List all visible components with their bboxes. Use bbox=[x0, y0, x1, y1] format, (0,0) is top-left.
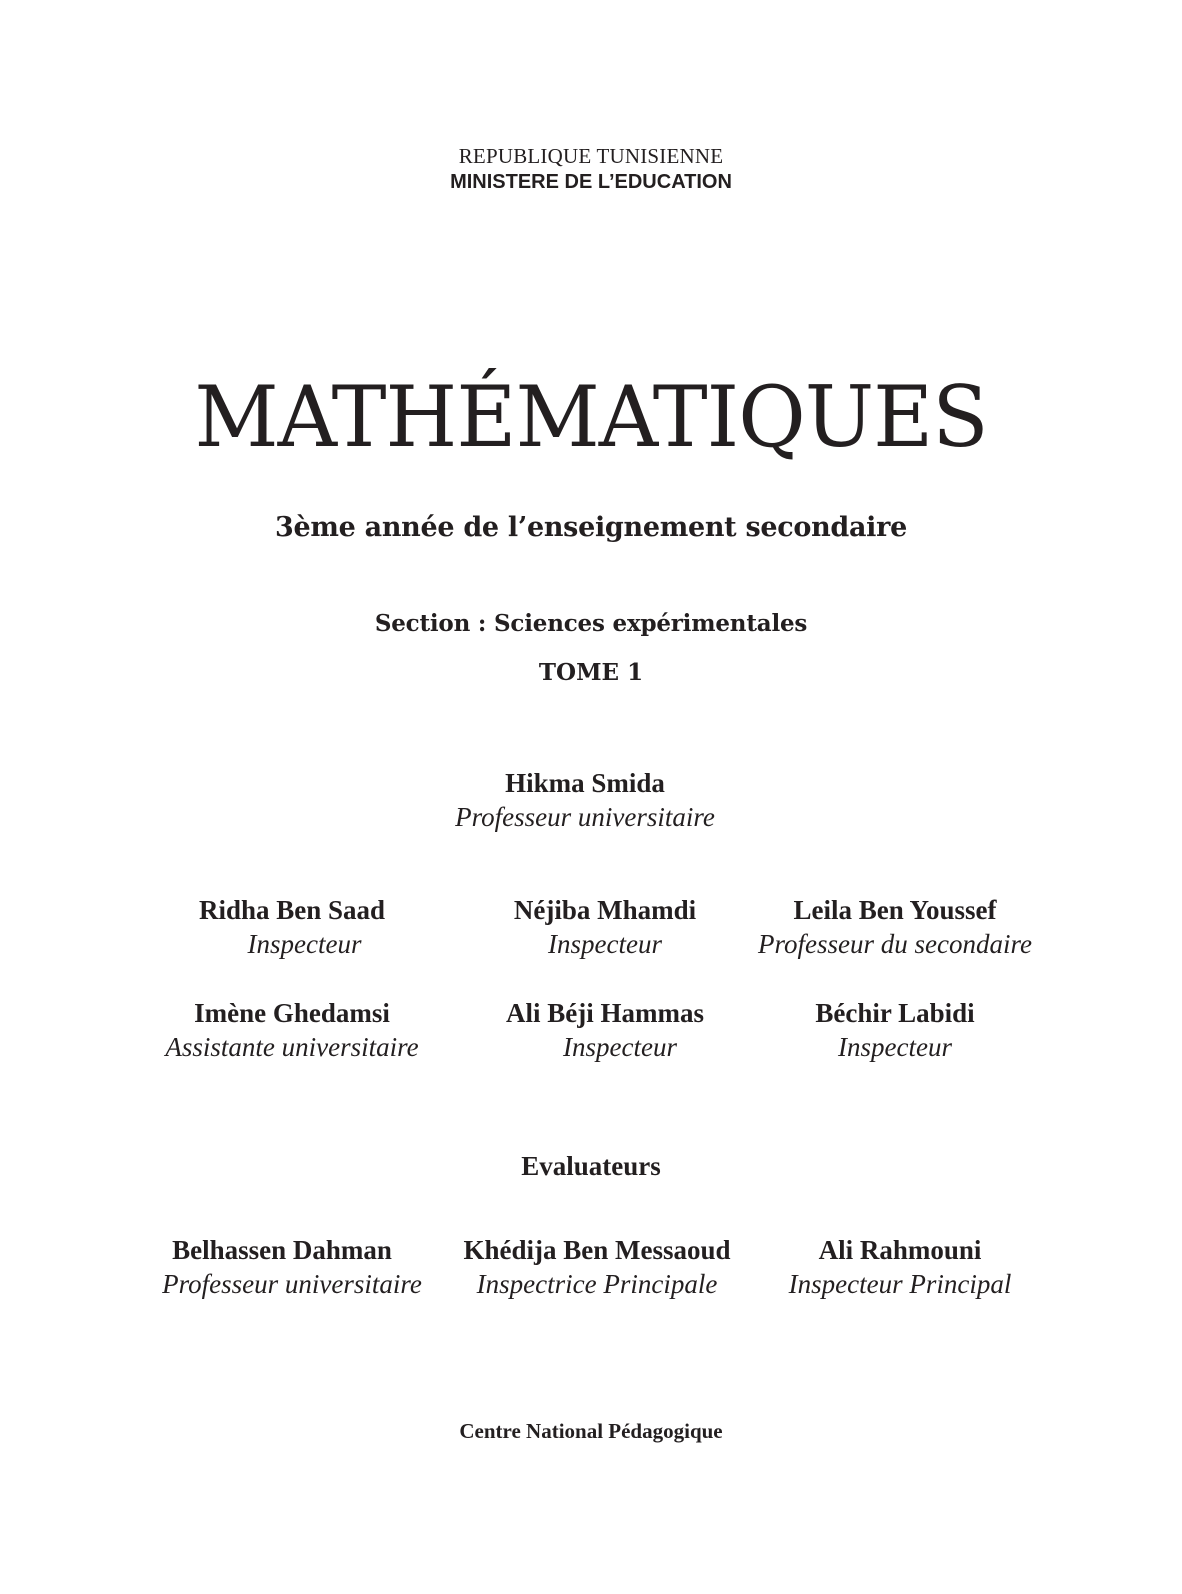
evaluator-name: Khédija Ben Messaoud bbox=[463, 1235, 731, 1265]
author-role: Professeur du secondaire bbox=[758, 929, 1032, 959]
publisher-label: Centre National Pédagogique bbox=[459, 1419, 723, 1443]
evaluator-name: Ali Rahmouni bbox=[818, 1235, 982, 1265]
author-card bbox=[142, 893, 442, 961]
author-card bbox=[455, 996, 755, 1064]
author-name: Ali Béji Hammas bbox=[506, 998, 704, 1028]
author-card bbox=[745, 996, 1045, 1064]
author-card bbox=[142, 996, 442, 1064]
evaluator-role: Inspecteur Principal bbox=[788, 1269, 1012, 1299]
evaluator-card bbox=[750, 1233, 1050, 1301]
evaluator-card bbox=[447, 1233, 747, 1301]
author-card bbox=[455, 893, 755, 961]
evaluator-role: Inspectrice Principale bbox=[476, 1269, 718, 1299]
author-role: Inspecteur bbox=[563, 1032, 677, 1062]
author-name: Ridha Ben Saad bbox=[198, 895, 386, 925]
author-name: Imène Ghedamsi bbox=[194, 998, 390, 1028]
author-card bbox=[745, 893, 1045, 961]
author-role: Assistante universitaire bbox=[165, 1032, 419, 1062]
evaluator-role: Professeur universitaire bbox=[162, 1269, 422, 1299]
author-role: Inspecteur bbox=[548, 929, 662, 959]
ministry-label: MINISTERE DE L’EDUCATION bbox=[450, 171, 732, 193]
book-title: MATHÉMATIQUES bbox=[194, 368, 988, 466]
tome-label: TOME 1 bbox=[538, 659, 644, 686]
author-name: Béchir Labidi bbox=[815, 998, 975, 1028]
lead-author bbox=[385, 766, 785, 834]
author-role: Inspecteur bbox=[838, 1032, 952, 1062]
book-subtitle: 3ème année de l’enseignement secondaire bbox=[275, 512, 907, 543]
author-name: Leila Ben Youssef bbox=[793, 895, 997, 925]
evaluators-heading: Evaluateurs bbox=[521, 1151, 661, 1181]
author-role: Inspecteur bbox=[247, 929, 362, 959]
author-role: Professeur universitaire bbox=[455, 802, 715, 832]
republic-label: REPUBLIQUE TUNISIENNE bbox=[458, 144, 724, 168]
author-name: Néjiba Mhamdi bbox=[513, 895, 697, 925]
evaluator-card bbox=[142, 1233, 442, 1301]
section-label: Section : Sciences expérimentales bbox=[374, 610, 808, 637]
evaluator-name: Belhassen Dahman bbox=[172, 1235, 392, 1265]
author-name: Hikma Smida bbox=[505, 768, 665, 798]
